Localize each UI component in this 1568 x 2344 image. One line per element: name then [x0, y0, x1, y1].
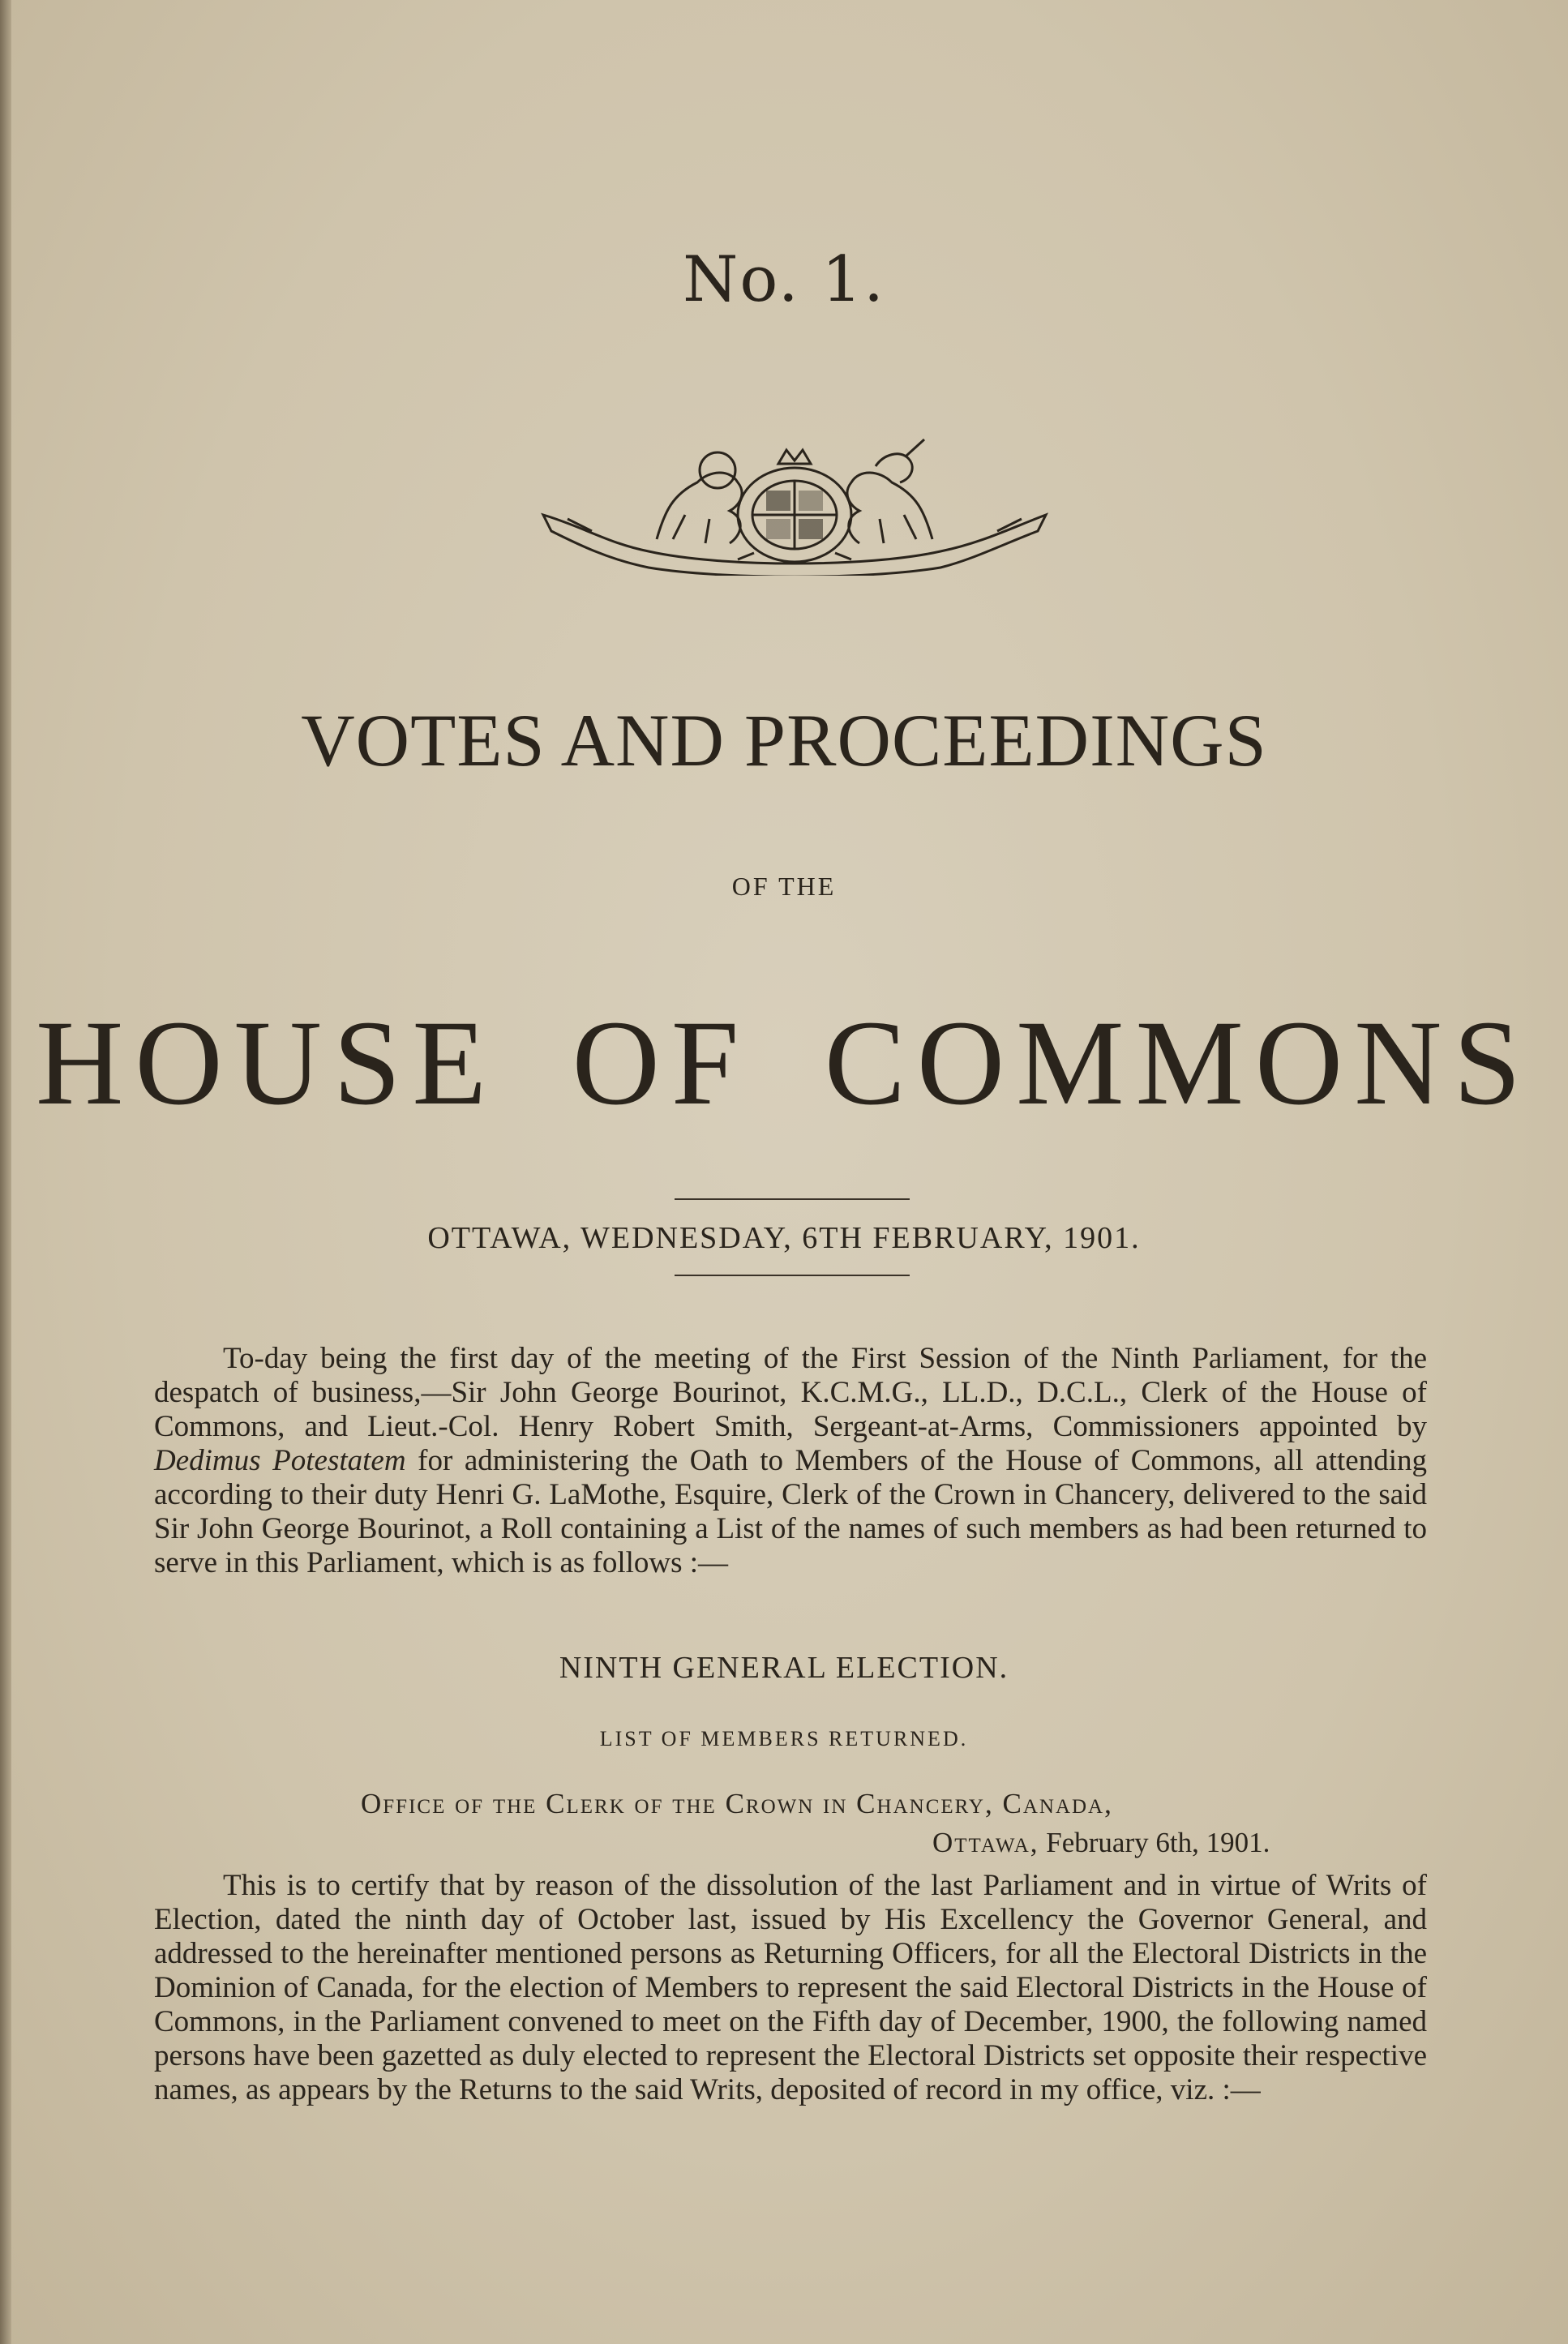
certification-paragraph: This is to certify that by reason of the dissolution of the last Parliament and in virtue of Writs of Election, dated the ninth day of October last, issued by His Excellency the Governor General, and addressed to the hereinafter mentioned persons as Returning Officers, for all the Electoral Districts in the Dominion of Canada, for the election of Members to represent the said Electoral Districts in the House of Commons, in the Parliament convened to meet on the Fifth day of December, 1900, the following named persons have been gazetted as duly elected to represent the Electoral Districts set opposite their respective names, as appears by the Returns to the said Writs, deposited of record in my office, viz. :— [154, 1869, 1427, 2106]
opening-paragraph [154, 1342, 1427, 1580]
office-date-line [932, 1827, 1270, 1859]
document-title: VOTES AND PROCEEDINGS [301, 699, 1267, 782]
opening-text-2: for administering the Oath to Members of the House of Commons, all attending according to their duty Henri G. LaMothe, Esquire, Clerk of the Crown in Chancery, delivered to the said Sir John George Bourinot, a Roll containing a List of the names of such members as had been returned to serve in this Parliament, which is as follows :— [154, 1444, 1427, 1579]
royal-coat-of-arms-icon [535, 438, 1054, 576]
dateline: OTTAWA, WEDNESDAY, 6TH FEBRUARY, 1901. [427, 1221, 1141, 1255]
office-date: February 6th, 1901. [1039, 1827, 1270, 1858]
house-title: HOUSE OF COMMONS [36, 996, 1532, 1130]
divider-top [675, 1198, 910, 1200]
document-number: No. 1. [683, 243, 885, 316]
title-connector: OF THE [731, 872, 837, 901]
election-subheading: LIST OF MEMBERS RETURNED. [599, 1727, 969, 1751]
divider-bottom [675, 1275, 910, 1276]
page-binding-edge [0, 0, 11, 2344]
office-line: Office of the Clerk of the Crown in Chancery, Canada, [361, 1788, 1113, 1819]
office-city: Ottawa, [932, 1827, 1039, 1858]
opening-text-1: To-day being the first day of the meeting of the First Session of the Ninth Parliament, for the despatch of business,—Sir John George Bourinot, K.C.M.G., LL.D., D.C.L., Clerk of the House of Commons, and Lieut.-Col. Henry Robert Smith, Sergeant-at-Arms, Commissioners appointed by [154, 1342, 1427, 1443]
election-heading: NINTH GENERAL ELECTION. [559, 1651, 1009, 1685]
opening-text-italic: Dedimus Potestatem [154, 1444, 406, 1477]
